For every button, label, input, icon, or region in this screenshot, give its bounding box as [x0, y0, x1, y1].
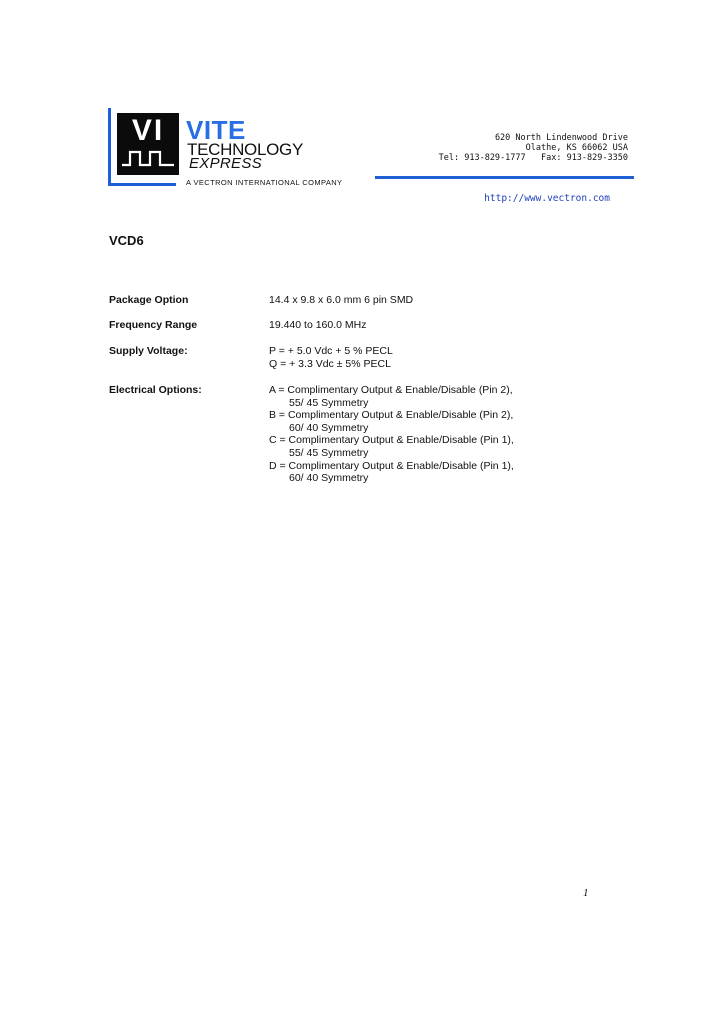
part-number-title: VCD6	[109, 233, 144, 248]
logo-brand-name: VITE	[186, 115, 246, 145]
spec-values	[269, 319, 569, 332]
address-line-3: Tel: 913-829-1777 Fax: 913-829-3350	[438, 153, 628, 163]
address-line-1: 620 North Lindenwood Drive	[494, 133, 628, 143]
spec-label: Supply Voltage:	[109, 345, 188, 357]
logo-brand-line3: EXPRESS	[189, 155, 262, 172]
logo-tagline: A VECTRON INTERNATIONAL COMPANY	[186, 178, 343, 187]
website-link[interactable]: http://www.vectron.com	[484, 193, 610, 204]
spec-value-line: P = + 5.0 Vdc + 5 % PECL	[269, 345, 393, 357]
logo-blue-bracket-vertical	[108, 108, 111, 186]
spec-label: Frequency Range	[109, 319, 198, 331]
spec-value-line: 55/ 45 Symmetry	[289, 396, 369, 409]
spec-value-line: 14.4 x 9.8 x 6.0 mm 6 pin SMD	[269, 294, 414, 306]
company-logo	[108, 108, 370, 188]
spec-values	[269, 345, 569, 370]
logo-blue-bracket-horizontal	[108, 183, 176, 186]
spec-value-line: Q = + 3.3 Vdc ± 5% PECL	[269, 357, 391, 370]
spec-value-line: C = Complimentary Output & Enable/Disable (Pin 1),	[269, 434, 514, 447]
spec-value-line: B = Complimentary Output & Enable/Disable (Pin 2),	[269, 409, 514, 422]
company-address	[439, 133, 628, 163]
address-line-2: Olathe, KS 66062 USA	[525, 143, 628, 153]
spec-value-line: 55/ 45 Symmetry	[289, 446, 369, 459]
logo-vi-mark	[117, 113, 179, 175]
spec-values	[269, 294, 569, 307]
spec-value-line: D = Complimentary Output & Enable/Disable (Pin 1),	[269, 459, 514, 472]
spec-value-line: 60/ 40 Symmetry	[289, 421, 369, 434]
logo-brand-line2: TECHNOLOGY	[187, 140, 304, 159]
spec-value-line: 60/ 40 Symmetry	[289, 472, 369, 485]
page-number: 1	[583, 887, 589, 899]
spec-label: Package Option	[109, 294, 189, 306]
logo-mark-text: VI	[131, 114, 165, 147]
square-wave-icon	[122, 149, 174, 169]
spec-label: Electrical Options:	[109, 384, 202, 396]
spec-values	[269, 384, 569, 485]
spec-value-line: A = Complimentary Output & Enable/Disable (Pin 2),	[269, 384, 513, 396]
header-divider	[375, 176, 634, 179]
spec-value-line: 19.440 to 160.0 MHz	[269, 319, 367, 331]
